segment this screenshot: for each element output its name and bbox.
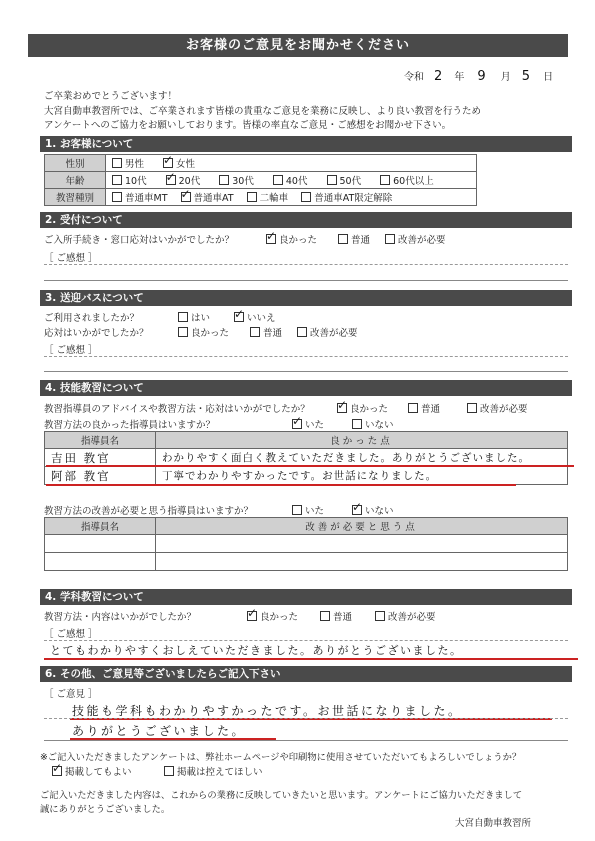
option-mt: 普通車MT	[125, 193, 168, 204]
intro-line-3: アンケートへのご協力をお願いしております。皆様の率直なご意見・ご感想をお聞かせ下さい。	[44, 120, 452, 131]
option-instructor-good: 良かった	[350, 404, 389, 415]
checkbox-bad-instructor-no[interactable]	[352, 505, 362, 515]
checkbox-instructor-normal[interactable]	[408, 403, 418, 413]
good-instructor-question: 教習方法の良かった指導員はいますか？	[44, 420, 216, 431]
reception-question: ご入所手続き・窓口応対はいかがでしたか？	[44, 235, 235, 246]
table-row	[45, 535, 568, 553]
checkbox-bus-yes[interactable]	[178, 312, 188, 322]
age-label: 年齢	[45, 172, 106, 189]
classroom-comment-line	[44, 640, 568, 641]
option-age-60plus: 60代以上	[393, 176, 434, 187]
instructor-quality-question: 教習指導員のアドバイスや教習方法・応対はいかがでしたか？	[44, 404, 310, 415]
classroom-question: 教習方法・内容はいかがでしたか？	[44, 612, 197, 623]
table-row	[45, 553, 568, 571]
good-instructor-point-2[interactable]: 丁寧でわかりやすかったです。お世話になりました。	[156, 467, 568, 485]
option-reception-improve: 改善が必要	[398, 235, 446, 246]
age-row	[45, 172, 477, 189]
section-4-header: 4. 技能教習について	[40, 380, 572, 396]
checkbox-bus-good[interactable]	[178, 327, 188, 337]
option-bus-improve: 改善が必要	[310, 328, 358, 339]
checkbox-good-instructor-no[interactable]	[352, 419, 362, 429]
gender-options	[106, 155, 477, 172]
bad-instructor-question: 教習方法の改善が必要と思う指導員はいますか？	[44, 506, 254, 517]
checkbox-classroom-improve[interactable]	[375, 611, 385, 621]
option-female: 女性	[176, 159, 196, 170]
intro-line-2: 大宮自動車教習所では、ご卒業されます皆様の貴重なご意見を業務に反映し、より良い教習を行うため	[44, 106, 482, 117]
reception-comment-label: ［ ご感想 ］	[44, 253, 98, 264]
bus-comment-line[interactable]	[44, 356, 568, 357]
option-at-release: 普通車AT限定解除	[314, 193, 393, 204]
checkbox-age-30s[interactable]	[219, 175, 229, 185]
good-instructor-name-2[interactable]: 阿部 教官	[45, 467, 156, 485]
reception-comment-line[interactable]	[44, 264, 568, 265]
checkbox-mt[interactable]	[112, 192, 122, 202]
other-comment-rule-1	[44, 718, 568, 719]
intro-line-1: ご卒業おめでとうございます！	[44, 91, 178, 102]
course-options	[106, 189, 477, 206]
course-row	[45, 189, 477, 206]
bus-comment-label: ［ ご感想 ］	[44, 345, 98, 356]
other-comment-label: ［ ご意見 ］	[44, 689, 98, 700]
checkbox-age-10s[interactable]	[112, 175, 122, 185]
option-good-instructor-yes: いた	[305, 420, 325, 431]
date-day-unit: 日	[543, 72, 554, 83]
checkbox-reception-good[interactable]	[266, 234, 276, 244]
bad-instructor-point-1[interactable]	[156, 535, 568, 553]
closing-line-1: ご記入いただきました内容は、これからの業務に反映していきたいと思います。アンケートにご協力いただきまして	[40, 790, 523, 801]
checkbox-motorcycle[interactable]	[247, 192, 257, 202]
option-motorcycle: 二輪車	[259, 193, 289, 204]
bad-table-header-name: 指導員名	[45, 518, 156, 535]
other-comment-line-1[interactable]: 技能も学科もわかりやすかったです。お世話になりました。	[72, 704, 463, 718]
bad-table-header-point: 改善が必要と思う点	[156, 518, 568, 535]
option-consent-no: 掲載は控えてほしい	[177, 767, 263, 778]
option-instructor-normal: 普通	[421, 404, 441, 415]
option-classroom-good: 良かった	[260, 612, 299, 623]
bad-instructor-name-1[interactable]	[45, 535, 156, 553]
section-5-header: 4. 学科教習について	[40, 589, 572, 605]
option-bus-no: いいえ	[247, 313, 276, 324]
checkbox-female[interactable]	[163, 158, 173, 168]
date-month: 9	[477, 69, 488, 84]
option-at: 普通車AT	[193, 193, 234, 204]
checkbox-at[interactable]	[181, 192, 191, 202]
bad-instructor-name-2[interactable]	[45, 553, 156, 571]
red-underline-3	[44, 658, 578, 660]
option-good-instructor-no: いない	[365, 420, 394, 431]
option-age-10s: 10代	[125, 176, 147, 187]
school-signature: 大宮自動車教習所	[455, 818, 532, 829]
checkbox-classroom-normal[interactable]	[320, 611, 330, 621]
checkbox-age-50s[interactable]	[327, 175, 337, 185]
option-instructor-improve: 改善が必要	[480, 404, 528, 415]
checkbox-consent-no[interactable]	[164, 766, 174, 776]
checkbox-classroom-good[interactable]	[247, 611, 257, 621]
option-age-40s: 40代	[285, 176, 308, 187]
date-day: 5	[521, 69, 533, 84]
table-row	[45, 449, 568, 467]
checkbox-instructor-improve[interactable]	[467, 403, 477, 413]
checkbox-consent-yes[interactable]	[52, 766, 62, 776]
date-year: 2	[434, 69, 445, 84]
customer-info-table	[44, 154, 477, 206]
bad-instructor-table	[44, 517, 568, 571]
option-age-50s: 50代	[339, 176, 362, 187]
date-line	[404, 68, 553, 84]
checkbox-bad-instructor-yes[interactable]	[292, 505, 302, 515]
option-bad-instructor-yes: いた	[305, 506, 325, 517]
option-age-20s: 20代	[178, 176, 201, 187]
section-3-header: 3. 送迎バスについて	[40, 290, 572, 306]
option-reception-normal: 普通	[351, 235, 371, 246]
red-underline-1	[46, 465, 574, 467]
option-classroom-improve: 改善が必要	[388, 612, 436, 623]
classroom-comment-label: ［ ご感想 ］	[44, 629, 98, 640]
checkbox-age-60plus[interactable]	[380, 175, 390, 185]
other-comment-rule-2	[44, 740, 568, 741]
option-age-30s: 30代	[232, 176, 254, 187]
checkbox-good-instructor-yes[interactable]	[292, 419, 302, 429]
good-instructor-point-1[interactable]: わかりやすく面白く教えていただきました。ありがとうございました。	[156, 449, 568, 467]
checkbox-reception-normal[interactable]	[338, 234, 348, 244]
checkbox-age-40s[interactable]	[273, 175, 283, 185]
checkbox-age-20s[interactable]	[166, 175, 176, 185]
date-month-unit: 月	[500, 72, 511, 83]
option-reception-good: 良かった	[279, 235, 318, 246]
good-instructor-name-1[interactable]: 吉田 教官	[45, 449, 156, 467]
checkbox-male[interactable]	[112, 158, 122, 168]
bad-instructor-point-2[interactable]	[156, 553, 568, 571]
option-consent-yes: 掲載してもよい	[65, 767, 132, 778]
section-6-header: 6. その他、ご意見等ございましたらご記入下さい	[40, 666, 572, 682]
option-classroom-normal: 普通	[333, 612, 353, 623]
checkbox-at-release[interactable]	[301, 192, 311, 202]
option-bus-yes: はい	[191, 313, 211, 324]
gender-label: 性別	[45, 155, 106, 172]
table-row	[45, 467, 568, 485]
checkbox-bus-no[interactable]	[234, 312, 244, 322]
date-year-unit: 年	[454, 72, 465, 83]
checkbox-bus-improve[interactable]	[297, 327, 307, 337]
checkbox-instructor-good[interactable]	[337, 403, 347, 413]
form-title: お客様のご意見をお聞かせください	[28, 34, 568, 57]
option-male: 男性	[125, 159, 145, 170]
checkbox-bus-normal[interactable]	[250, 327, 260, 337]
consent-question: ※ご記入いただきましたアンケートは、弊社ホームページや印刷物に使用させていただいてもよろしいでしょうか？	[40, 752, 522, 763]
other-comment-line-2[interactable]: ありがとうございました。	[72, 724, 247, 738]
good-instructor-table	[44, 431, 568, 485]
section-2-header: 2. 受付について	[40, 212, 572, 228]
date-era: 令和	[404, 72, 424, 83]
age-options	[106, 172, 477, 189]
option-bus-normal: 普通	[263, 328, 283, 339]
gender-row	[45, 155, 477, 172]
section-1-header: 1. お客様について	[40, 136, 572, 152]
option-bad-instructor-no: いない	[365, 506, 394, 517]
bus-comment-line-2[interactable]	[44, 371, 568, 372]
checkbox-reception-improve[interactable]	[385, 234, 395, 244]
good-table-header-point: 良かった点	[156, 432, 568, 449]
good-table-header-name: 指導員名	[45, 432, 156, 449]
option-bus-good: 良かった	[191, 328, 230, 339]
bus-use-question: ご利用されましたか？	[44, 313, 140, 324]
bus-service-question: 応対はいかがでしたか？	[44, 328, 149, 339]
reception-comment-line-2[interactable]	[44, 280, 568, 281]
classroom-comment[interactable]: とてもわかりやすくおしえていただきました。ありがとうございました。	[50, 644, 463, 657]
closing-line-2: 誠にありがとうございました。	[40, 804, 171, 815]
red-underline-2	[46, 484, 516, 486]
course-label: 教習種別	[45, 189, 106, 206]
